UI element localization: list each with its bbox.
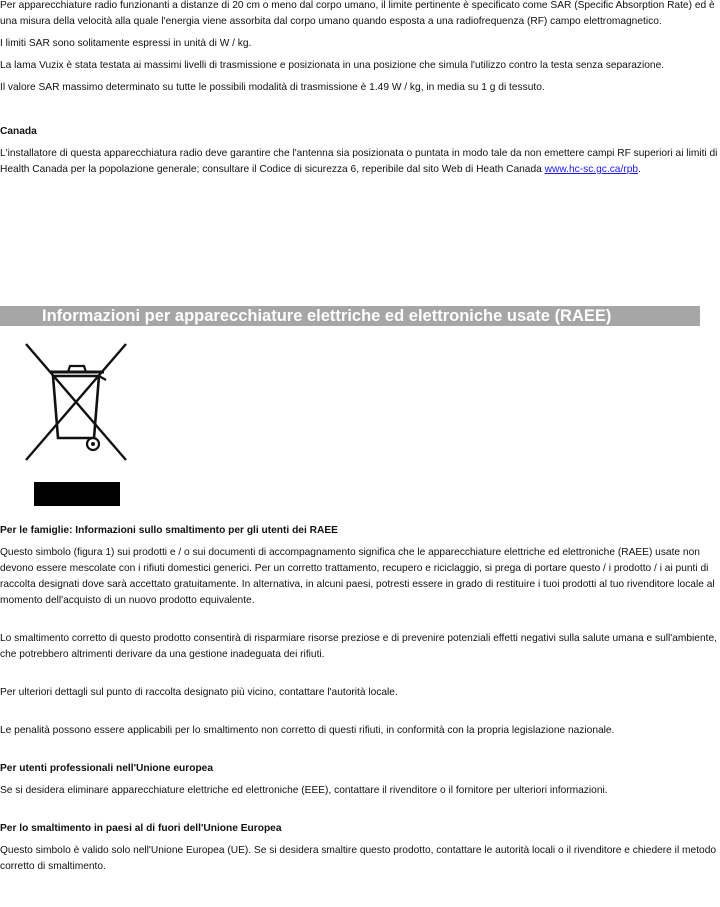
sar-paragraph-definition: Per apparecchiature radio funzionanti a distanze di 20 cm o meno dal corpo umano, il limite pertinente è specificato come SAR (Specific Absorption Rate) ed è una misura della velocità alla quale l'energia viene assorbita dal corpo umano quando esposta a una radiofrequenza (RF) campo elettromagnetico. xyxy=(0,0,715,27)
crossed-out-wheelie-bin-icon xyxy=(22,342,130,508)
families-paragraph-benefits: Lo smaltimento corretto di questo prodotto consentirà di risparmiare risorse preziose e di prevenire potenziali effetti negativi sulla salute umana e sull'ambiente, che potrebbero altrimenti derivare da una gestione inadeguata dei rifiuti. xyxy=(0,633,717,660)
families-paragraph-penalties: Le penalità possono essere applicabili per lo smaltimento non corretto di questi rifiuti, in conformità con la propria legislazione nazionale. xyxy=(0,725,615,736)
health-canada-link[interactable]: www.hc-sc.gc.ca/rpb xyxy=(544,164,639,175)
canada-paragraph xyxy=(0,146,720,178)
canada-text-end: . xyxy=(638,164,641,175)
outside-eu-paragraph: Questo simbolo è valido solo nell'Unione Europea (UE). Se si desidera smaltire questo prodotto, contattare le autorità locali o il rivenditore e chiedere il metodo corretto di smaltimento. xyxy=(0,845,717,872)
professionals-paragraph: Se si desidera eliminare apparecchiature elettriche ed elettroniche (EEE), contattare il rivenditore o il fornitore per ulteriori informazioni. xyxy=(0,785,608,796)
families-paragraph-symbol: Questo simbolo (figura 1) sui prodotti e / o sui documenti di accompagnamento significa che le apparecchiature elettriche ed elettroniche (RAEE) usate non devono essere mescolate con i rifiuti domestici generici. Per un corretto trattamento, recupero e riciclaggio, si prega di portare questo / i prodotto / i ai punti di raccolta designati dove sarà accettato gratuitamente. In alternativa, in alcuni paesi, potresti essere in grado di restituire i tuoi prodotti al tuo rivenditore locale al momento dell'acquisto di un nuovo prodotto equivalente. xyxy=(0,547,715,606)
document-page xyxy=(0,0,720,184)
weee-section-banner: Informazioni per apparecchiature elettriche ed elettroniche usate (RAEE) xyxy=(0,306,700,326)
families-heading: Per le famiglie: Informazioni sullo smaltimento per gli utenti dei RAEE xyxy=(0,525,338,536)
families-paragraph-contact: Per ulteriori dettagli sul punto di raccolta designato più vicino, contattare l'autorità locale. xyxy=(0,687,398,698)
professionals-heading: Per utenti professionali nell'Unione europea xyxy=(0,763,214,774)
sar-paragraph-units: I limiti SAR sono solitamente espressi in unità di W / kg. xyxy=(0,38,252,49)
canada-heading: Canada xyxy=(0,126,37,137)
sar-paragraph-testing: La lama Vuzix è stata testata ai massimi livelli di trasmissione e posizionata in una posizione che simula l'utilizzo contro la testa senza separazione. xyxy=(0,60,665,71)
canada-text: L'installatore di questa apparecchiatura radio deve garantire che l'antenna sia posizionata o puntata in modo tale da non emettere campi RF superiori ai limiti di Health Canada per la popolazione generale; consultare il Codice di sicurezza 6, reperibile dal sito Web di Heath Canada xyxy=(0,148,718,175)
sar-paragraph-max-value: Il valore SAR massimo determinato su tutte le possibili modalità di trasmissione è 1.49 W / kg, in media su 1 g di tessuto. xyxy=(0,82,545,93)
weee-info-body xyxy=(0,523,720,881)
outside-eu-heading: Per lo smaltimento in paesi al di fuori dell'Unione Europea xyxy=(0,823,282,834)
